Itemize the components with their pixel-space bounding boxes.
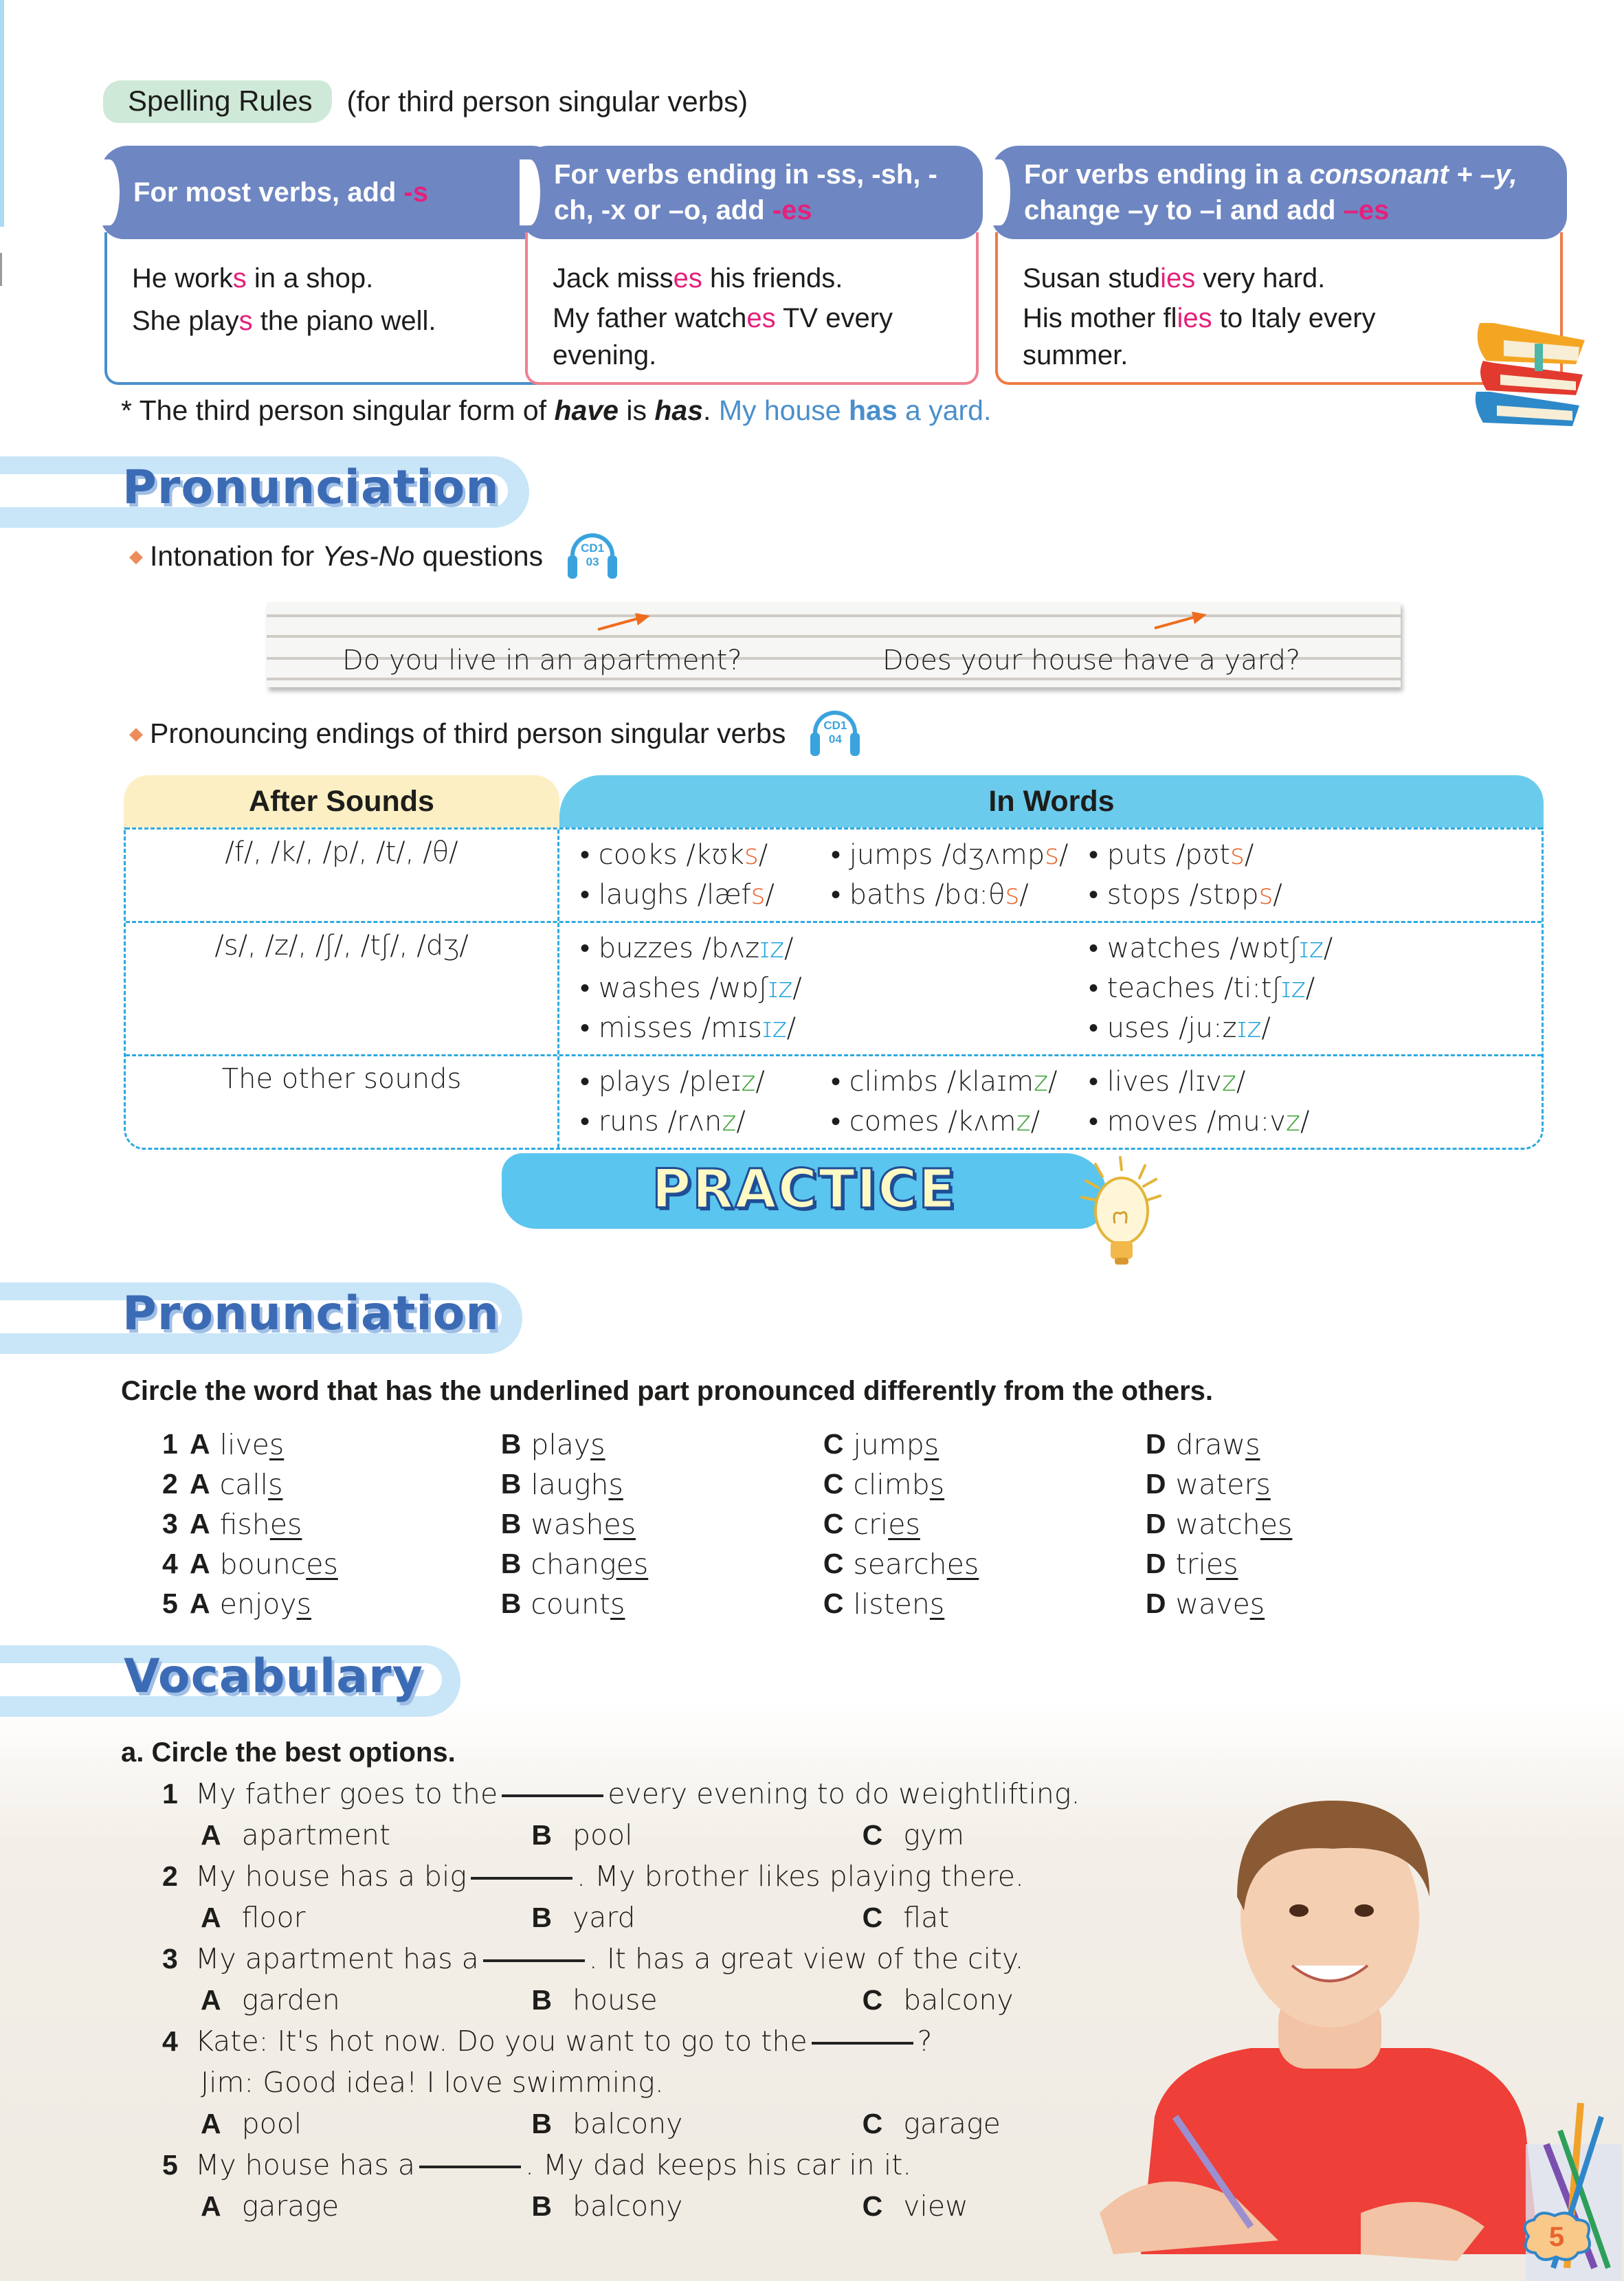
page-edge-tick: [0, 253, 2, 286]
have-has-note: * The third person singular form of have is has. My house has a yard.: [121, 394, 992, 426]
question-row: [162, 1428, 1468, 1468]
word-example: • moves /mu:vz/: [1089, 1106, 1310, 1137]
vocab-option[interactable]: C garage: [862, 2107, 1001, 2140]
answer-option[interactable]: B laughs: [500, 1468, 623, 1501]
answer-option[interactable]: 2 A calls: [162, 1468, 283, 1501]
answer-blank[interactable]: [812, 2042, 913, 2045]
section-banner-pronunciation-practice: [0, 1282, 522, 1354]
question-row: [162, 1508, 1468, 1548]
header-in-words: In Words: [559, 775, 1544, 827]
answer-option[interactable]: C jumps: [823, 1428, 939, 1461]
page-edge-line: [0, 0, 4, 227]
vocab-option[interactable]: C gym: [862, 1818, 965, 1851]
vocab-option[interactable]: A garage: [201, 2190, 340, 2223]
answer-option[interactable]: 3 A fishes: [162, 1508, 302, 1541]
spelling-rules-badge: Spelling Rules: [103, 80, 332, 123]
diamond-bullet-icon: ◆: [129, 545, 143, 566]
section-title: Vocabulary: [124, 1649, 423, 1704]
vocab-option[interactable]: B yard: [531, 1901, 636, 1934]
vocab-option[interactable]: B balcony: [531, 2190, 683, 2223]
answer-option[interactable]: 1 A lives: [162, 1428, 285, 1461]
answer-blank[interactable]: [419, 2166, 521, 2168]
section-banner-pronunciation: [0, 456, 529, 528]
vocab-option[interactable]: A pool: [201, 2107, 302, 2140]
section-banner-vocabulary: [0, 1645, 460, 1717]
vocab-option[interactable]: A apartment: [201, 1818, 391, 1851]
word-example: • jumps /dʒʌmps/: [831, 839, 1069, 871]
word-example: • lives /lɪvz/: [1089, 1066, 1246, 1098]
vocab-option[interactable]: C view: [862, 2190, 968, 2223]
after-sounds-cell: /s/, /z/, /ʃ/, /tʃ/, /dʒ/: [126, 923, 559, 1054]
rule-examples: [104, 232, 555, 385]
table-row: [126, 921, 1542, 1054]
example-sentence: Susan studies very hard.: [1023, 263, 1326, 293]
rising-intonation-arrow-icon: [1153, 610, 1208, 631]
table-row: [126, 827, 1542, 921]
vocab-options: [162, 2185, 1193, 2227]
section-title: Pronunciation: [122, 1287, 500, 1341]
vocab-option[interactable]: A floor: [201, 1901, 306, 1934]
endings-table: [124, 775, 1544, 1150]
pronunciation-questions: [162, 1428, 1468, 1627]
word-example: • uses /ju:zɪz/: [1089, 1012, 1271, 1044]
in-words-cell: [559, 830, 1542, 921]
answer-option[interactable]: C climbs: [823, 1468, 945, 1501]
vocab-option[interactable]: C flat: [862, 1901, 950, 1934]
word-example: • laughs /læfs/: [580, 879, 775, 911]
vocab-option[interactable]: A garden: [201, 1983, 340, 2016]
word-example: • climbs /klaɪmz/: [831, 1066, 1058, 1098]
section-title: Pronunciation: [122, 460, 500, 515]
answer-option[interactable]: 5 A enjoys: [162, 1588, 311, 1621]
answer-option[interactable]: C searches: [823, 1548, 979, 1581]
word-example: • plays /pleɪz/: [580, 1066, 765, 1098]
vocab-question: 5 My house has a . My dad keeps his car in it.: [162, 2148, 912, 2181]
vocabulary-instruction: a. Circle the best options.: [121, 1737, 456, 1768]
vocab-options: [162, 1979, 1193, 2021]
table-row: [126, 1054, 1542, 1148]
intonation-heading: ◆ Intonation for Yes-No questions CD1 03: [129, 533, 617, 579]
vocab-option[interactable]: C balcony: [862, 1983, 1014, 2016]
word-example: • buzzes /bʌzɪz/: [580, 933, 794, 964]
word-example: • baths /bɑ:θs/: [831, 879, 1029, 911]
vocab-question: 2 My house has a big . My brother likes playing there.: [162, 1860, 1025, 1893]
rule-header: For verbs ending in -ss, -sh, -ch, -x or –o, add -es: [521, 146, 983, 239]
example-sentence: His mother flies to Italy every summer.: [1023, 303, 1376, 370]
word-example: • washes /wɒʃɪz/: [580, 972, 802, 1004]
page-number: 5: [1548, 2222, 1565, 2252]
boy-writing-photo: [1072, 1759, 1622, 2281]
answer-option[interactable]: B changes: [500, 1548, 649, 1581]
headphones-audio-icon[interactable]: CD1 04: [810, 711, 860, 756]
answer-option[interactable]: D watches: [1145, 1508, 1293, 1541]
rule-examples: [525, 232, 979, 385]
light-bulb-icon: [1072, 1155, 1168, 1271]
example-sentence: My father watches TV every evening.: [553, 303, 893, 370]
book-red-icon: [1480, 361, 1583, 395]
answer-option[interactable]: C cries: [823, 1508, 920, 1541]
word-example: • comes /kʌmz/: [831, 1106, 1041, 1137]
spelling-rules-title: [103, 81, 748, 122]
question-row: [162, 1548, 1468, 1588]
question-row: [162, 1588, 1468, 1627]
answer-option[interactable]: D draws: [1145, 1428, 1260, 1461]
after-sounds-cell: The other sounds: [126, 1056, 559, 1148]
word-example: • cooks /kʊks/: [580, 839, 768, 871]
answer-option[interactable]: B washes: [500, 1508, 636, 1541]
answer-blank[interactable]: [502, 1794, 603, 1797]
vocab-options: [162, 1897, 1193, 1938]
vocabulary-questions: [162, 1773, 1193, 2227]
answer-option[interactable]: B counts: [500, 1588, 625, 1621]
example-sentence: He works in a shop.: [132, 263, 374, 293]
page-number-badge: [1519, 2209, 1594, 2264]
vocab-option[interactable]: B balcony: [531, 2107, 683, 2140]
example-sentence: She plays the piano well.: [132, 306, 436, 336]
answer-option[interactable]: D waters: [1145, 1468, 1271, 1501]
pronunciation-instruction: Circle the word that has the underlined part pronounced differently from the others.: [121, 1376, 1214, 1406]
rising-intonation-arrow-icon: [597, 612, 652, 632]
in-words-cell: [559, 1056, 1542, 1148]
answer-option[interactable]: D tries: [1145, 1548, 1238, 1581]
answer-option[interactable]: C listens: [823, 1588, 945, 1621]
book-blue-icon: [1476, 392, 1579, 426]
vocab-question: 3 My apartment has a . It has a great view of the city.: [162, 1942, 1024, 1975]
example-sentence: Jack misses his friends.: [553, 263, 843, 293]
vocab-question: 4 Kate: It's hot now. Do you want to go to the ?: [162, 2025, 933, 2058]
headphones-audio-icon[interactable]: CD1 03: [568, 533, 617, 579]
vocab-dialogue-line: Jim: Good idea! I love swimming.: [201, 2066, 664, 2099]
word-example: • stops /stɒps/: [1089, 879, 1282, 911]
answer-blank[interactable]: [471, 1877, 572, 1880]
intonation-question: Does your house have a yard?: [882, 645, 1301, 676]
word-example: • watches /wɒtʃɪz/: [1089, 933, 1333, 964]
vocab-question: 1 My father goes to the every evening to do weightlifting.: [162, 1777, 1080, 1810]
in-words-cell: [559, 923, 1542, 1054]
header-after-sounds: After Sounds: [124, 775, 559, 827]
rule-header: For most verbs, add -s: [100, 146, 559, 239]
rule-card-add-es: [521, 146, 983, 385]
vocab-options: [162, 1814, 1193, 1856]
after-sounds-cell: /f/, /k/, /p/, /t/, /θ/: [126, 830, 559, 921]
word-example: • runs /rʌnz/: [580, 1106, 746, 1137]
word-example: • puts /pʊts/: [1089, 839, 1254, 871]
vocab-option[interactable]: B pool: [531, 1818, 633, 1851]
question-row: [162, 1468, 1468, 1508]
vocab-options: [162, 2103, 1193, 2144]
answer-option[interactable]: 4 A bounces: [162, 1548, 338, 1581]
practice-banner: PRACTICE: [502, 1153, 1106, 1229]
answer-blank[interactable]: [483, 1959, 585, 1962]
word-example: • teaches /ti:tʃɪz/: [1089, 972, 1315, 1004]
rule-header: For verbs ending in a consonant + –y, change –y to –i and add –es: [991, 146, 1567, 239]
rule-card-add-s: [100, 146, 559, 385]
intonation-examples: [267, 602, 1401, 687]
answer-option[interactable]: B plays: [500, 1428, 605, 1461]
diamond-bullet-icon: ◆: [129, 722, 143, 744]
answer-option[interactable]: D waves: [1145, 1588, 1265, 1621]
books-illustration: [1469, 302, 1586, 433]
vocab-option[interactable]: B house: [531, 1983, 658, 2016]
spelling-rules-subtitle: (for third person singular verbs): [346, 85, 748, 118]
endings-heading: ◆ Pronouncing endings of third person singular verbs CD1 04: [129, 711, 860, 756]
intonation-question: Do you live in an apartment?: [342, 645, 742, 676]
word-example: • misses /mɪsɪz/: [580, 1012, 797, 1044]
